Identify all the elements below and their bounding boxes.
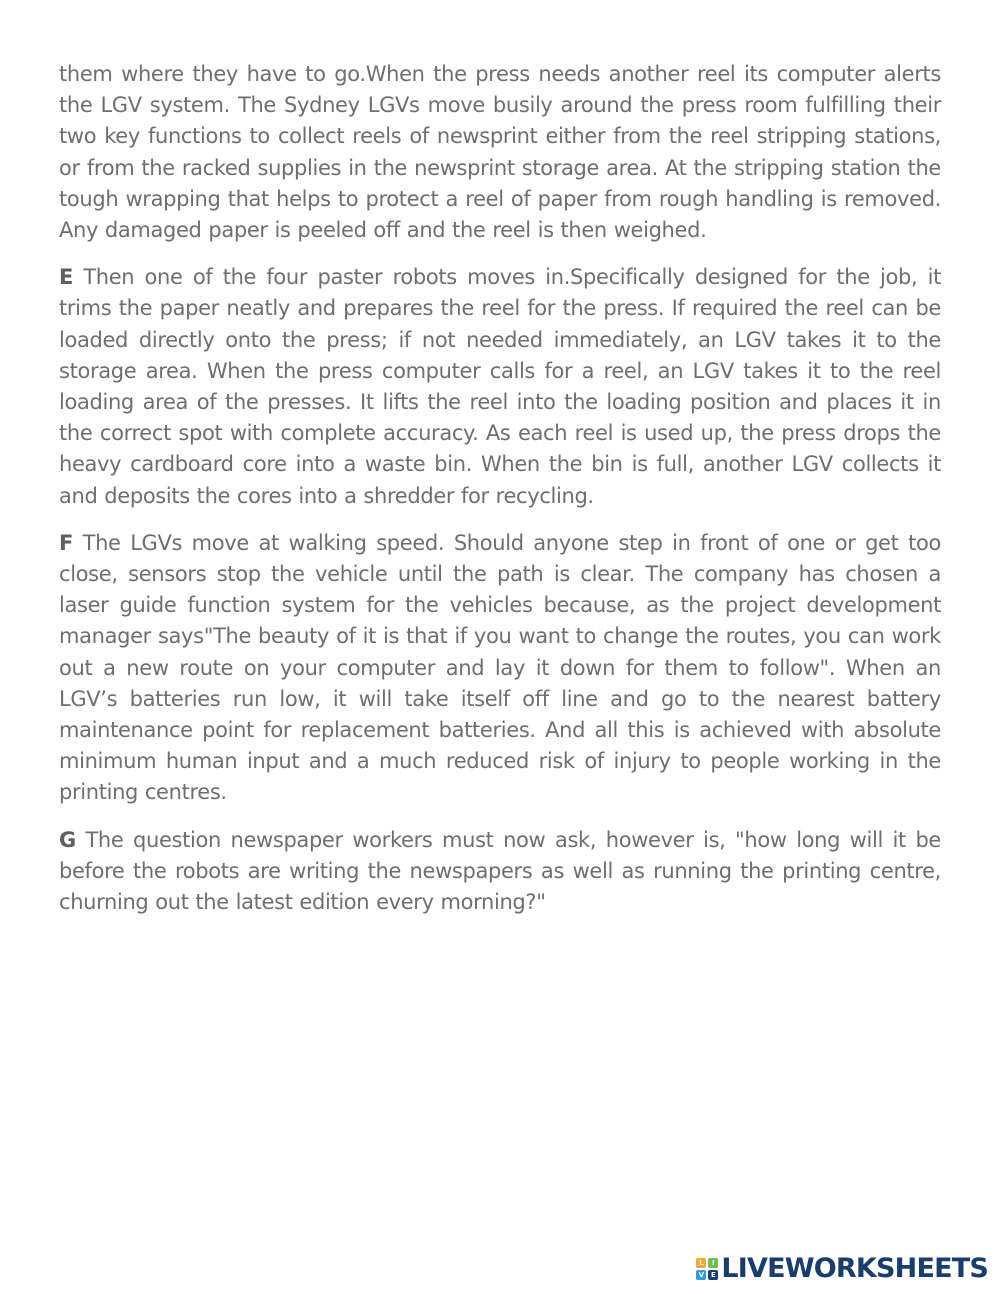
paragraph-g bbox=[59, 825, 941, 919]
paragraph-continuation bbox=[59, 59, 941, 246]
liveworksheets-logo-icon: L I V E bbox=[696, 1258, 718, 1280]
paragraph-text: them where they have to go.When the press needs another reel its computer alerts the LGV system. The Sydney LGVs move busily around the press room fulfilling their two key functions to collect reels of newsprint either from the reel stripping stations, or from the racked supplies in the newsprint storage area. At the stripping station the tough wrapping that helps to protect a reel of paper from rough handling is removed. Any damaged paper is peeled off and the reel is then weighed. bbox=[59, 62, 941, 243]
paragraph-text: The LGVs move at walking speed. Should anyone step in front of one or get too close, sensors stop the vehicle until the path is clear. The company has chosen a laser guide function system for the vehicles because, as the project development manager says"The beauty of it is that if you want to change the routes, you can work out a new route on your computer and lay it down for them to follow". When an LGV’s batteries run low, it will take itself off line and go to the nearest battery maintenance point for replacement batteries. And all this is achieved with absolute minimum human input and a much reduced risk of injury to people working in the printing centres. bbox=[59, 530, 941, 805]
worksheet-text bbox=[59, 59, 941, 934]
paragraph-letter: E bbox=[59, 265, 73, 290]
paragraph-letter: F bbox=[59, 530, 73, 555]
paragraph-text: Then one of the four paster robots moves in.Specifically designed for the job, it trims the paper neatly and prepares the reel for the press. If required the reel can be loaded directly onto the press; if not needed immediately, an LGV takes it to the storage area. When the press computer calls for a reel, an LGV takes it to the reel loading area of the presses. It lifts the reel into the loading position and places it in the correct spot with complete accuracy. As each reel is used up, the press drops the heavy cardboard core into a waste bin. When the bin is full, another LGV collects it and deposits the cores into a shredder for recycling. bbox=[59, 265, 941, 508]
brand-name: LIVEWORKSHEETS bbox=[721, 1253, 988, 1284]
paragraph-letter: G bbox=[59, 827, 76, 852]
paragraph-e bbox=[59, 262, 941, 512]
liveworksheets-logo bbox=[696, 1254, 988, 1284]
paragraph-text: The question newspaper workers must now ask, however is, "how long will it be before the robots are writing the newspapers as well as running the printing centre, churning out the latest edition every morning?" bbox=[59, 827, 941, 915]
paragraph-f bbox=[59, 528, 941, 809]
